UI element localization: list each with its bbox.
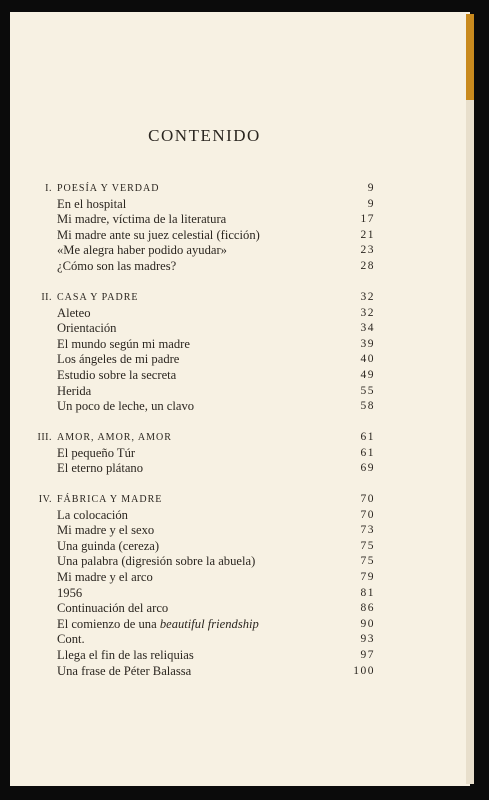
section-numeral: I. [45, 183, 52, 194]
toc-entry[interactable] [0, 212, 460, 228]
toc-section [0, 290, 460, 415]
entry-title: Mi madre, víctima de la literatura [57, 212, 227, 227]
toc-entry[interactable] [0, 554, 460, 570]
section-heading-row [0, 290, 460, 306]
entry-page: 61 [360, 446, 375, 459]
entry-title: Un poco de leche, un clavo [57, 399, 195, 414]
entry-title: Llega el fin de las reliquias [57, 647, 194, 662]
entry-title: ¿Cómo son las madres? [57, 258, 177, 273]
section-heading-row [0, 430, 460, 446]
toc-entry[interactable] [0, 648, 460, 664]
page-edge-ribbon [466, 14, 474, 100]
toc-entry[interactable] [0, 352, 460, 368]
entry-title: Estudio sobre la secreta [57, 367, 177, 382]
toc-entry[interactable] [0, 508, 460, 524]
toc-entry[interactable] [0, 461, 460, 477]
entry-page: 81 [360, 586, 375, 599]
entry-page: 55 [360, 384, 375, 397]
toc-section [0, 430, 460, 477]
toc-entry[interactable] [0, 586, 460, 602]
toc-entry[interactable] [0, 306, 460, 322]
section-heading: POESÍA Y VERDAD [57, 183, 160, 194]
page-edge [466, 100, 474, 784]
entry-title: El eterno plátano [57, 461, 144, 476]
entry-page: 100 [353, 664, 375, 677]
entry-title: Mi madre y el arco [57, 569, 153, 584]
entry-page: 58 [360, 400, 375, 413]
entry-title: «Me alegra haber podido ayudar» [57, 243, 227, 258]
entry-page: 21 [360, 228, 375, 241]
entry-title: Aleteo [57, 305, 91, 320]
entry-page: 39 [360, 337, 375, 350]
entry-title: Mi madre y el sexo [57, 523, 155, 538]
toc-entry[interactable] [0, 632, 460, 648]
entry-page: 23 [360, 244, 375, 257]
toc-entry[interactable] [0, 617, 460, 633]
entry-title: Cont. [57, 632, 85, 647]
entry-page: 90 [360, 617, 375, 630]
section-page: 70 [360, 493, 375, 505]
entry-page: 17 [360, 213, 375, 226]
entry-page: 32 [360, 306, 375, 319]
entry-page: 93 [360, 633, 375, 646]
toc-entry[interactable] [0, 197, 460, 213]
entry-title-italic: beautiful friendship [159, 616, 259, 631]
section-page: 9 [367, 182, 375, 194]
entry-page: 75 [360, 539, 375, 552]
section-numeral: IV. [38, 494, 52, 505]
entry-page: 79 [360, 570, 375, 583]
entry-page: 40 [360, 353, 375, 366]
section-numeral: III. [37, 432, 52, 443]
entry-title: Los ángeles de mi padre [57, 352, 180, 367]
entry-title-roman: El comienzo de una [57, 616, 160, 631]
toc-entry[interactable] [0, 601, 460, 617]
toc-section [0, 492, 460, 679]
entry-title: Herida [57, 383, 92, 398]
entry-page: 73 [360, 524, 375, 537]
toc-entry[interactable] [0, 523, 460, 539]
entry-page: 86 [360, 602, 375, 615]
toc-entry[interactable] [0, 539, 460, 555]
section-heading: AMOR, AMOR, AMOR [57, 432, 172, 443]
entry-title: Mi madre ante su juez celestial (ficción) [57, 227, 260, 242]
entry-page: 9 [367, 197, 375, 210]
entry-page: 70 [360, 508, 375, 521]
entry-title: Orientación [57, 321, 117, 336]
toc-entry[interactable] [0, 570, 460, 586]
toc-entry[interactable] [0, 384, 460, 400]
entry-title: Una frase de Péter Balassa [57, 663, 192, 678]
toc-entry[interactable] [0, 446, 460, 462]
toc-entry[interactable] [0, 664, 460, 680]
section-heading: FÁBRICA Y MADRE [57, 494, 163, 505]
entry-title: Una guinda (cereza) [57, 538, 160, 553]
entry-title: Una palabra (digresión sobre la abuela) [57, 554, 256, 569]
entry-page: 34 [360, 322, 375, 335]
section-heading: CASA Y PADRE [57, 292, 139, 303]
toc-entry[interactable] [0, 399, 460, 415]
entry-page: 75 [360, 555, 375, 568]
entry-title: La colocación [57, 507, 128, 522]
toc-entry[interactable] [0, 228, 460, 244]
section-page: 32 [360, 291, 375, 303]
entry-title: El pequeño Túr [57, 445, 136, 460]
section-numeral: II. [41, 292, 52, 303]
entry-title: 1956 [57, 585, 83, 600]
toc-entry[interactable] [0, 321, 460, 337]
page-title: CONTENIDO [148, 126, 261, 145]
toc-section [0, 181, 460, 275]
entry-page: 97 [360, 648, 375, 661]
toc-entry[interactable] [0, 243, 460, 259]
entry-page: 49 [360, 368, 375, 381]
section-heading-row [0, 492, 460, 508]
entry-title: Continuación del arco [57, 601, 169, 616]
toc-entry[interactable] [0, 259, 460, 275]
section-page: 61 [360, 431, 375, 443]
entry-page: 69 [360, 462, 375, 475]
toc-entry[interactable] [0, 337, 460, 353]
entry-title [57, 617, 259, 633]
entry-title: En el hospital [57, 196, 127, 211]
entry-title: El mundo según mi madre [57, 336, 190, 351]
toc-entry[interactable] [0, 368, 460, 384]
section-heading-row [0, 181, 460, 197]
entry-page: 28 [360, 259, 375, 272]
